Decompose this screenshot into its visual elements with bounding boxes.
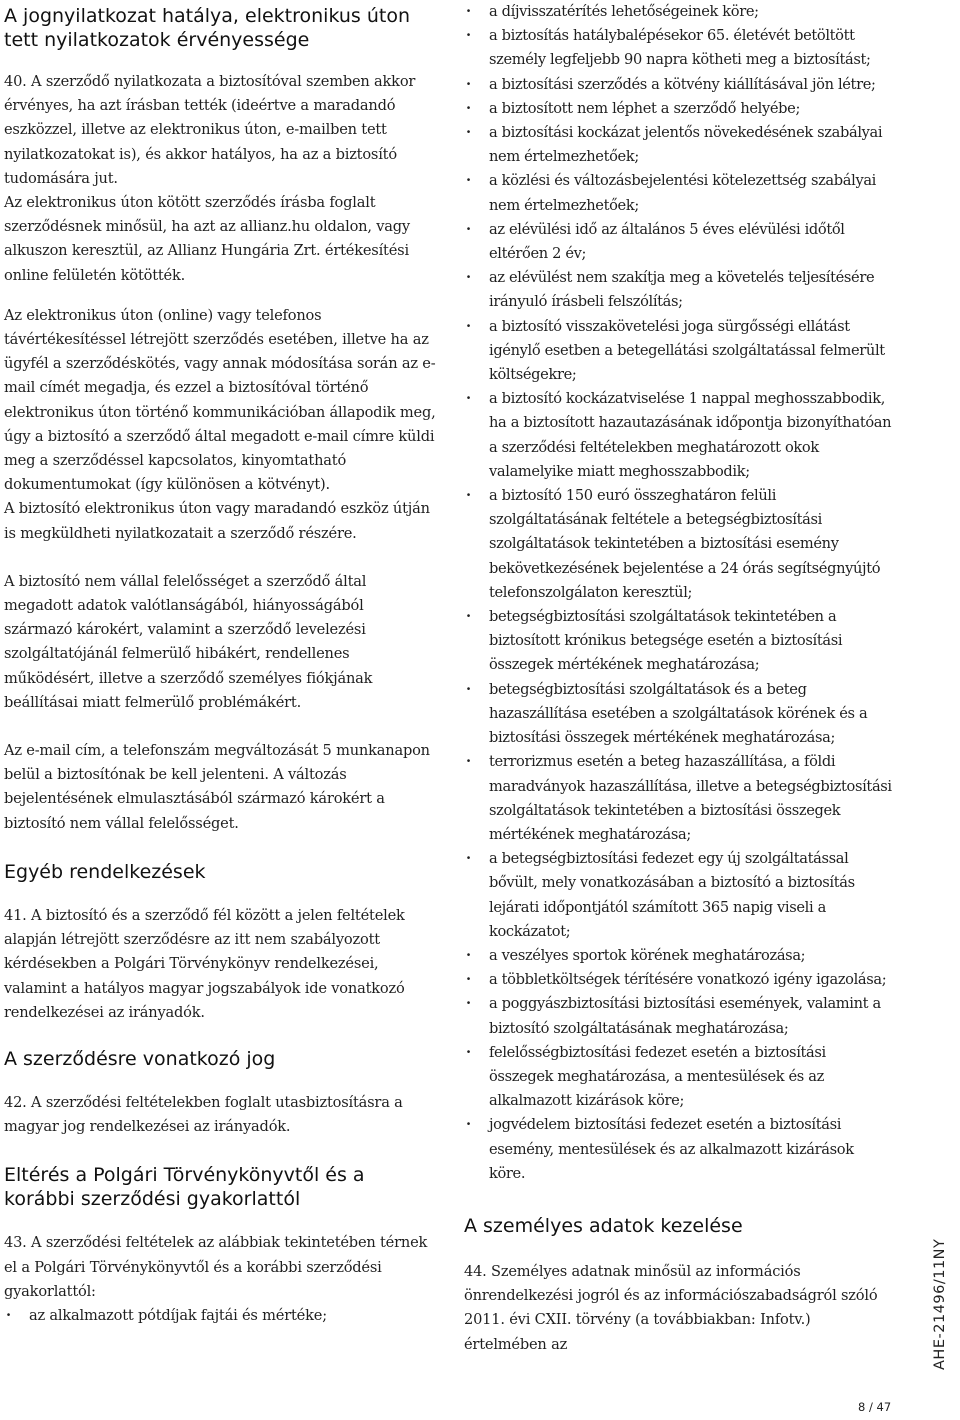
list-item: · felelősségbiztosítási fedezet esetén a biztosítási összegek meghatározása, a mentesülések és az alkalmazott kizárások köre; bbox=[464, 1041, 892, 1114]
section-heading-jog: A szerződésre vonatkozó jog bbox=[4, 1047, 276, 1070]
list-item: · a biztosító kockázatviselése 1 nappal meghosszabbodik, ha a biztosított hazautazásának időpontja bizonyíthatóan a szerződési feltételekben meghatározott okok valamelyike miatt meghosszabbodik; bbox=[464, 387, 892, 484]
paragraph-40-online: Az elektronikus úton kötött szerződés írásba foglalt szerződésnek minősül, ha azt az allianz.hu oldalon, vagy alkuszon keresztül, az Allianz Hungária Zrt. értékesítési online felületén kötötték. bbox=[4, 194, 410, 284]
list-item: · a biztosítás hatálybalépésekor 65. életévét betöltött személy legfeljebb 90 napra kötheti meg a biztosítást; bbox=[464, 24, 892, 72]
section-heading-szemelyes: A személyes adatok kezelése bbox=[464, 1214, 743, 1237]
list-item: · a biztosított nem léphet a szerződő helyébe; bbox=[464, 97, 892, 121]
list-item: · terrorizmus esetén a beteg hazaszállítása, a földi maradványok hazaszállítása, illetve a betegségbiztosítási szolgáltatások tekintetében a biztosítási összegek mértékének meghatározása; bbox=[464, 750, 892, 847]
paragraph-40-change-notice: Az e-mail cím, a telefonszám megváltozását 5 munkanapon belül a biztosítónak be kell jelenteni. A változás bejelentésének elmulasztásából származó károkért a biztosító nem vállal felelősséget. bbox=[4, 742, 430, 832]
list-item: · az elévülési idő az általános 5 éves elévülési időtől eltérően 2 év; bbox=[464, 218, 892, 266]
list-item: · jogvédelem biztosítási fedezet esetén a biztosítási esemény, mentesülések és az alkalmazott kizárások köre. bbox=[464, 1113, 892, 1186]
section-heading-hataly: A jognyilatkozat hatálya, elektronikus úton tett nyilatkozatok érvényessége bbox=[4, 5, 411, 51]
document-code: AHE-21496/11NY bbox=[932, 1238, 948, 1370]
left-column bbox=[4, 0, 436, 1328]
page-number: 8 / 47 bbox=[858, 1400, 892, 1414]
deviation-list-left bbox=[4, 1304, 436, 1328]
paragraph-40-liability: A biztosító nem vállal felelősséget a szerződő által megadott adatok valótlanságából, hiányosságából származó károkért, valamint a szerződő levelezési szolgáltatójánál felmerülő hibákért, rendellenes működésért, illetve a szerződő személyes fiókjának beállításai miatt felmerülő problémákért. bbox=[4, 572, 373, 711]
paragraph-40-email: Az elektronikus úton (online) vagy telefonos távértékesítéssel létrejött szerződés esetében, illetve ha az ügyfél a szerződéskötés, vagy annak módosítása során az e-mail címét megadja, és ezzel a biztosítóval történő elektronikus úton történő kommunikációban állapodik meg, úgy a biztosító a szerződő által megadott e-mail címre küldi meg a szerződéssel kapcsolatos, kinyomtatható dokumentumokat (így különösen a kötvényt). bbox=[4, 306, 436, 494]
list-item: · a biztosító visszakövetelési joga sürgősségi ellátást igénylő esetben a betegellátási szolgáltatással felmerült költségekre; bbox=[464, 315, 892, 388]
paragraph-43: 43. A szerződési feltételek az alábbiak tekintetében térnek el a Polgári Törvénykönyvtől és a korábbi szerződési gyakorlattól: bbox=[4, 1234, 428, 1300]
paragraph-44: 44. Személyes adatnak minősül az információs önrendelkezési jogról és az információszabadságról szóló 2011. évi CXII. törvény (a továbbiakban: Infotv.) értelmében az bbox=[464, 1262, 878, 1353]
paragraph-40: 40. A szerződő nyilatkozata a biztosítóval szemben akkor érvényes, ha azt írásban tették (ideértve a maradandó eszközzel, illetve az elektronikus úton, e-mailben tett nyilatkozatokat is), és akkor hatályos, ha az a biztosító tudomására jut. bbox=[4, 73, 416, 187]
list-item: · a veszélyes sportok körének meghatározása; bbox=[464, 944, 892, 968]
deviation-list-right bbox=[464, 0, 892, 1186]
list-item: · a biztosítási kockázat jelentős növekedésének szabályai nem értelmezhetőek; bbox=[464, 121, 892, 169]
list-item: · a betegségbiztosítási fedezet egy új szolgáltatással bővült, mely vonatkozásában a biztosító a biztosítás lejárati időpontjától számított 365 napig viseli a kockázatot; bbox=[464, 847, 892, 944]
list-item: · az elévülést nem szakítja meg a követelés teljesítésére irányuló írásbeli felszólítás; bbox=[464, 266, 892, 314]
right-column bbox=[464, 0, 892, 1357]
list-item: · betegségbiztosítási szolgáltatások és a beteg hazaszállítása esetében a szolgáltatások körének és a biztosítási összegek mértékének meghatározása; bbox=[464, 678, 892, 751]
paragraph-41: 41. A biztosító és a szerződő fél között a jelen feltételek alapján létrejött szerződésre az itt nem szabályozott kérdésekben a Polgári Törvénykönyv rendelkezései, valamint a hatályos magyar jogszabályok ide vonatkozó rendelkezései az irányadók. bbox=[4, 906, 405, 1021]
list-item: · az alkalmazott pótdíjak fajtái és mértéke; bbox=[4, 1304, 436, 1328]
paragraph-40-delivery: A biztosító elektronikus úton vagy maradandó eszköz útján is megküldheti nyilatkozatait a szerződő részére. bbox=[4, 500, 430, 542]
list-item: · a közlési és változásbejelentési kötelezettség szabályai nem értelmezhetőek; bbox=[464, 169, 892, 217]
list-item: · a biztosító 150 euró összeghatáron felüli szolgáltatásának feltétele a betegségbiztosítási szolgáltatások tekintetében a biztosítási esemény bekövetkezésének bejelentése a 24 órás segítségnyújtó telefonszolgálaton keresztül; bbox=[464, 484, 892, 605]
section-heading-elteres: Eltérés a Polgári Törvénykönyvtől és a korábbi szerződési gyakorlattól bbox=[4, 1164, 365, 1211]
list-item: · betegségbiztosítási szolgáltatások tekintetében a biztosított krónikus betegsége esetén a biztosítási összegek mértékének meghatározása; bbox=[464, 605, 892, 678]
list-item: · a többletköltségek térítésére vonatkozó igény igazolása; bbox=[464, 968, 892, 992]
list-item: · a díjvisszatérítés lehetőségeinek köre; bbox=[464, 0, 892, 24]
section-heading-egyeb: Egyéb rendelkezések bbox=[4, 860, 206, 883]
list-item: · a poggyászbiztosítási biztosítási események, valamint a biztosító szolgáltatásának meghatározása; bbox=[464, 992, 892, 1040]
list-item: · a biztosítási szerződés a kötvény kiállításával jön létre; bbox=[464, 73, 892, 97]
paragraph-42: 42. A szerződési feltételekben foglalt utasbiztosításra a magyar jog rendelkezései az irányadók. bbox=[4, 1093, 403, 1136]
